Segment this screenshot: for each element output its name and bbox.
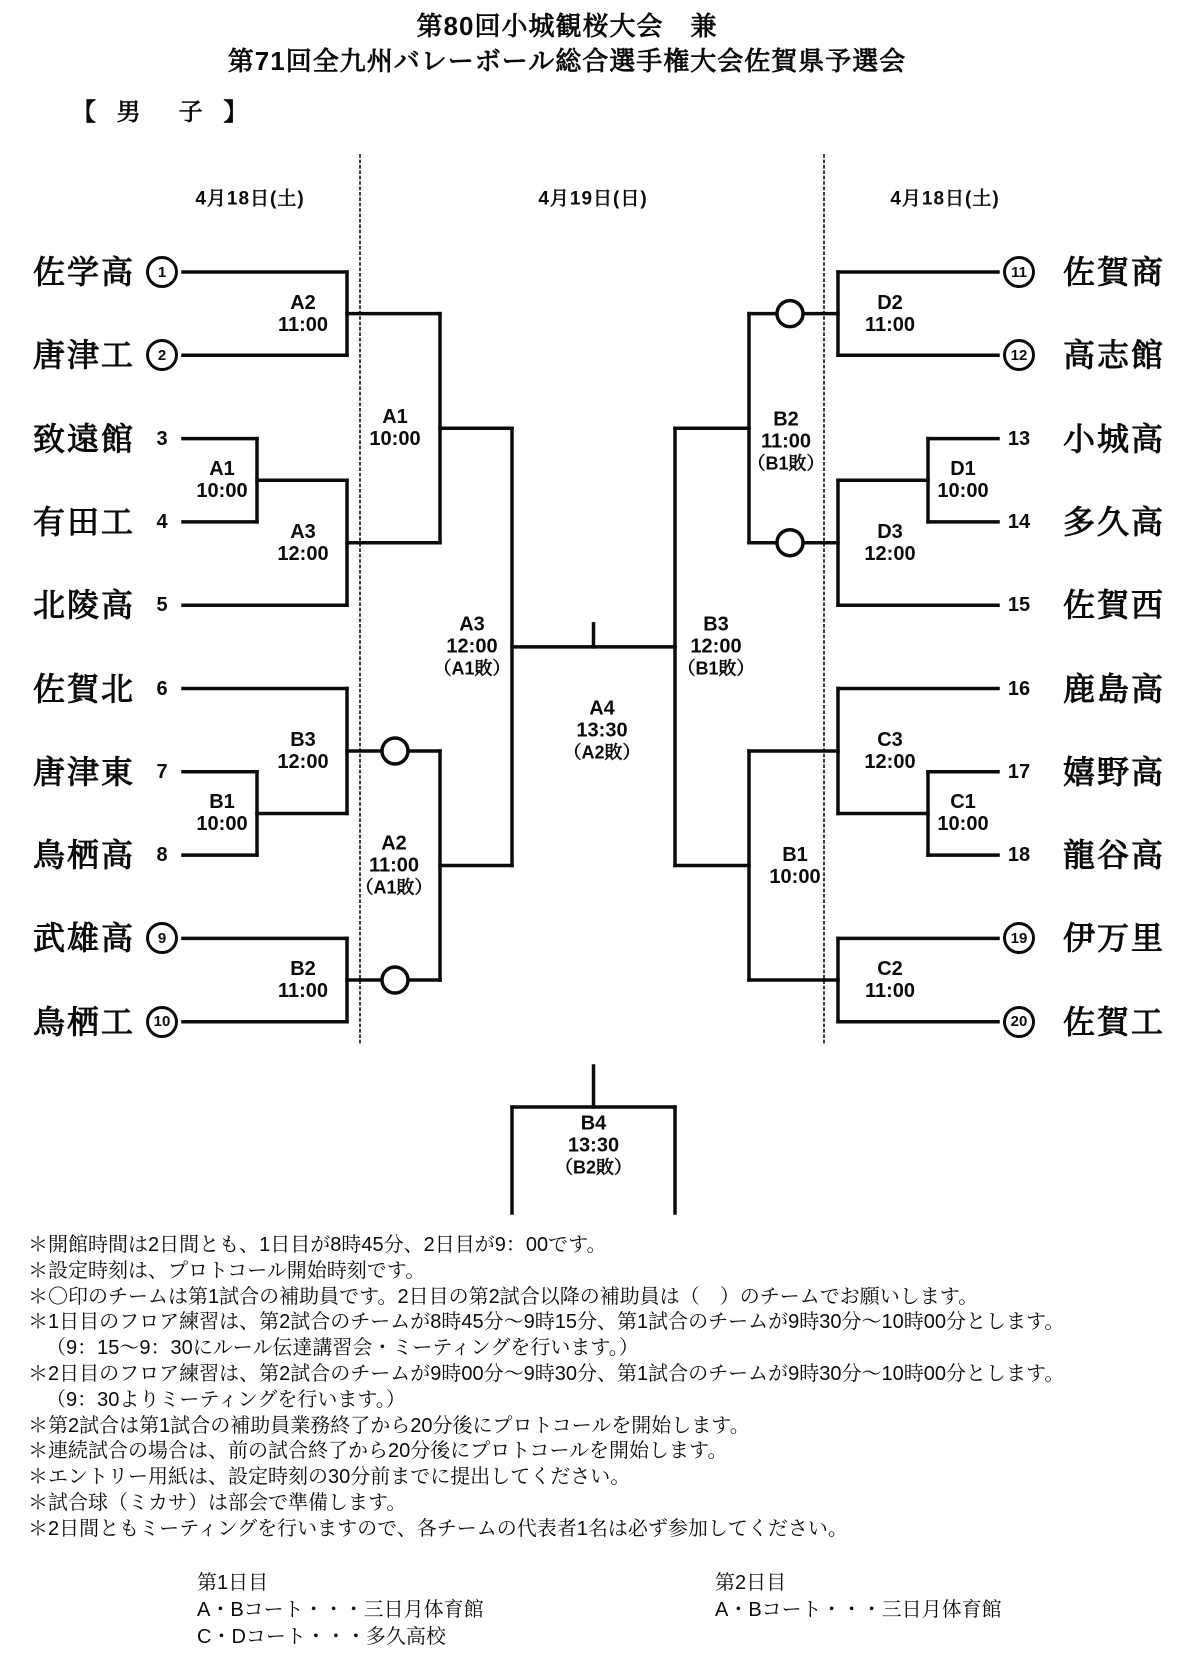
tournament-title-line2: 第71回全九州バレーボール総合選手権大会佐賀県予選会 [227, 46, 907, 76]
match-label-c2 [865, 958, 915, 1002]
team-seed: 5 [156, 594, 168, 617]
match-label-a2 [355, 832, 432, 899]
match-label-b1 [769, 844, 820, 888]
team-seed: 8 [156, 844, 168, 867]
note-line: ＊2日間ともミーティングを行いますので、各チームの代表者1名は必ず参加してください。 [28, 1517, 848, 1540]
match-code: B3 [703, 613, 729, 636]
match-label-c1 [937, 791, 988, 835]
match-label-a2 [278, 292, 328, 336]
note-line: ＊2日目のフロア練習は、第2試合のチームが9時00分～9時30分、第1試合のチームが9時30分～10時00分とします。 [28, 1362, 1065, 1385]
team-seed-circled: 12 [1003, 339, 1035, 371]
match-label-b3 [677, 613, 754, 680]
team-seed: 4 [156, 510, 168, 533]
team-seed: 7 [156, 760, 168, 783]
match-code: B1 [782, 843, 808, 866]
match-time: 12:00 [446, 635, 498, 658]
match-time: 12:00 [864, 750, 916, 773]
match-time: 11:00 [864, 313, 916, 336]
team-seed: 17 [1007, 760, 1031, 783]
team-seed: 16 [1007, 677, 1031, 700]
match-time: 12:00 [864, 542, 916, 565]
match-code: D2 [877, 291, 903, 314]
venue-day1-label: 第1日目 [197, 1572, 269, 1594]
match-time: 10:00 [937, 480, 989, 503]
match-label-a1 [196, 458, 247, 502]
venue-day1-line1: A・Bコート・・・三日月体育館 [197, 1599, 484, 1621]
team-seed: 6 [156, 677, 168, 700]
match-code: A3 [459, 613, 485, 636]
team-name: 佐学高 [32, 254, 135, 290]
match-code: C2 [877, 958, 903, 981]
match-label-b4 [555, 1113, 632, 1180]
note-line: ＊試合球（ミカサ）は部会で準備します。 [28, 1491, 407, 1514]
match-time: 10:00 [196, 480, 248, 503]
team-name: 鳥栖工 [32, 1003, 135, 1040]
team-name: 鹿島高 [1063, 670, 1166, 707]
team-name: 嬉野高 [1063, 753, 1166, 790]
team-name: 北陵高 [32, 587, 135, 624]
match-label-a1 [369, 406, 420, 450]
match-code: B4 [580, 1112, 607, 1135]
team-seed-circled: 11 [1003, 256, 1035, 288]
team-name: 龍谷高 [1063, 837, 1166, 874]
match-code: D3 [877, 520, 903, 543]
match-label-b3 [277, 729, 328, 773]
match-code: D1 [950, 458, 976, 481]
match-code: A4 [589, 697, 615, 720]
team-seed-circled: 20 [1003, 1006, 1035, 1038]
date-header-center: 4月19日(日) [538, 188, 648, 210]
match-label-b1 [196, 791, 247, 835]
match-label-d3 [864, 521, 915, 565]
venue-day2 [715, 1570, 1002, 1624]
match-assistant-note: （A1敗） [433, 658, 511, 679]
team-name: 致遠館 [32, 420, 135, 457]
match-code: A1 [209, 458, 235, 481]
note-line: ＊エントリー用紙は、設定時刻の30分前までに提出してください。 [28, 1466, 631, 1489]
match-code: A1 [382, 406, 408, 429]
team-name: 武雄高 [32, 920, 135, 957]
note-line: （9：15～9：30にルール伝達講習会・ミーティングを行います。） [46, 1337, 639, 1360]
match-time: 10:00 [196, 813, 248, 836]
team-seed-circled: 10 [146, 1006, 178, 1038]
tournament-title-line1: 第80回小城観桜大会 兼 [416, 11, 718, 41]
match-time: 12:00 [277, 750, 329, 773]
match-time: 10:00 [369, 428, 421, 451]
match-time: 13:30 [576, 719, 628, 742]
match-label-a3 [433, 613, 510, 680]
match-assistant-note: （A2敗） [563, 742, 641, 763]
match-code: B2 [290, 958, 316, 981]
team-seed-circled: 2 [146, 339, 178, 371]
team-seed: 14 [1007, 510, 1031, 533]
team-seed-circled: 19 [1003, 922, 1035, 954]
match-assistant-note: （A1敗） [355, 877, 433, 897]
date-header-left: 4月18日(土) [195, 188, 305, 210]
match-code: A3 [290, 520, 316, 543]
match-label-a3 [277, 521, 328, 565]
match-code: A2 [290, 291, 316, 314]
date-header-right: 4月18日(土) [890, 188, 1000, 210]
team-name: 高志館 [1063, 337, 1166, 374]
venue-day1 [197, 1570, 484, 1651]
match-time: 11:00 [368, 854, 420, 876]
venue-day2-line1: A・Bコート・・・三日月体育館 [715, 1599, 1002, 1621]
team-name: 佐賀西 [1063, 587, 1166, 624]
team-seed: 13 [1007, 427, 1031, 450]
team-seed-circled: 1 [146, 256, 178, 288]
team-name: 佐賀北 [32, 670, 135, 707]
team-name: 唐津工 [32, 337, 135, 374]
venue-day2-label: 第2日目 [715, 1572, 787, 1594]
note-line: ＊第2試合は第1試合の補助員業務終了から20分後にプロトコールを開始します。 [28, 1414, 750, 1437]
match-code: B3 [290, 728, 316, 751]
team-name: 佐賀工 [1063, 1003, 1166, 1040]
match-time: 12:00 [277, 542, 329, 565]
match-assistant-note: （B2敗） [554, 1157, 633, 1178]
match-label-b2 [278, 958, 328, 1002]
note-line: ＊設定時刻は、プロトコール開始時刻です。 [28, 1259, 426, 1282]
note-line: ＊開館時間は2日間とも、1日目が8時45分、2日目が9：00です。 [28, 1234, 607, 1256]
team-name: 小城高 [1063, 420, 1166, 457]
match-label-b2 [747, 409, 824, 476]
match-time: 11:00 [277, 980, 329, 1003]
match-time: 11:00 [277, 313, 329, 336]
team-seed: 18 [1007, 844, 1031, 867]
match-label-d2 [865, 292, 915, 336]
match-code: C3 [877, 728, 903, 751]
team-name: 佐賀商 [1063, 254, 1166, 290]
match-time: 11:00 [864, 980, 916, 1003]
match-label-c3 [864, 729, 915, 773]
team-name: 唐津東 [32, 753, 135, 790]
team-seed: 15 [1007, 594, 1031, 617]
team-name: 多久高 [1063, 503, 1166, 540]
team-name: 鳥栖高 [32, 837, 135, 874]
match-code: B2 [773, 408, 799, 431]
note-line: （9：30よりミーティングを行います。） [46, 1388, 406, 1411]
note-line: ＊〇印のチームは第1試合の補助員です。2日目の第2試合以降の補助員は（ ）のチームでお願いします。 [28, 1285, 979, 1308]
team-seed-circled: 9 [146, 922, 178, 954]
match-label-a4 [563, 698, 640, 765]
note-line: ＊連続試合の場合は、前の試合終了から20分後にプロトコールを開始します。 [28, 1440, 728, 1463]
notes-list [28, 1233, 1064, 1543]
match-time: 13:30 [567, 1134, 620, 1157]
match-code: C1 [950, 791, 976, 814]
team-name: 有田工 [32, 503, 135, 540]
team-seed: 3 [156, 427, 168, 450]
section-label-mens: 【 男 子 】 [72, 99, 255, 126]
match-assistant-note: （B1敗） [677, 658, 755, 679]
match-time: 10:00 [769, 865, 821, 888]
match-time: 12:00 [690, 635, 742, 658]
team-name: 伊万里 [1063, 920, 1166, 957]
match-time: 11:00 [760, 430, 812, 453]
note-line: ＊1日目のフロア練習は、第2試合のチームが8時45分～9時15分、第1試合のチームが9時30分～10時00分とします。 [28, 1311, 1065, 1334]
match-label-d1 [937, 458, 988, 502]
match-assistant-note: （B1敗） [747, 453, 825, 474]
match-code: A2 [381, 832, 407, 854]
venue-day1-line2: C・Dコート・・・多久高校 [197, 1626, 446, 1648]
match-code: B1 [209, 791, 235, 814]
match-time: 10:00 [937, 813, 989, 836]
